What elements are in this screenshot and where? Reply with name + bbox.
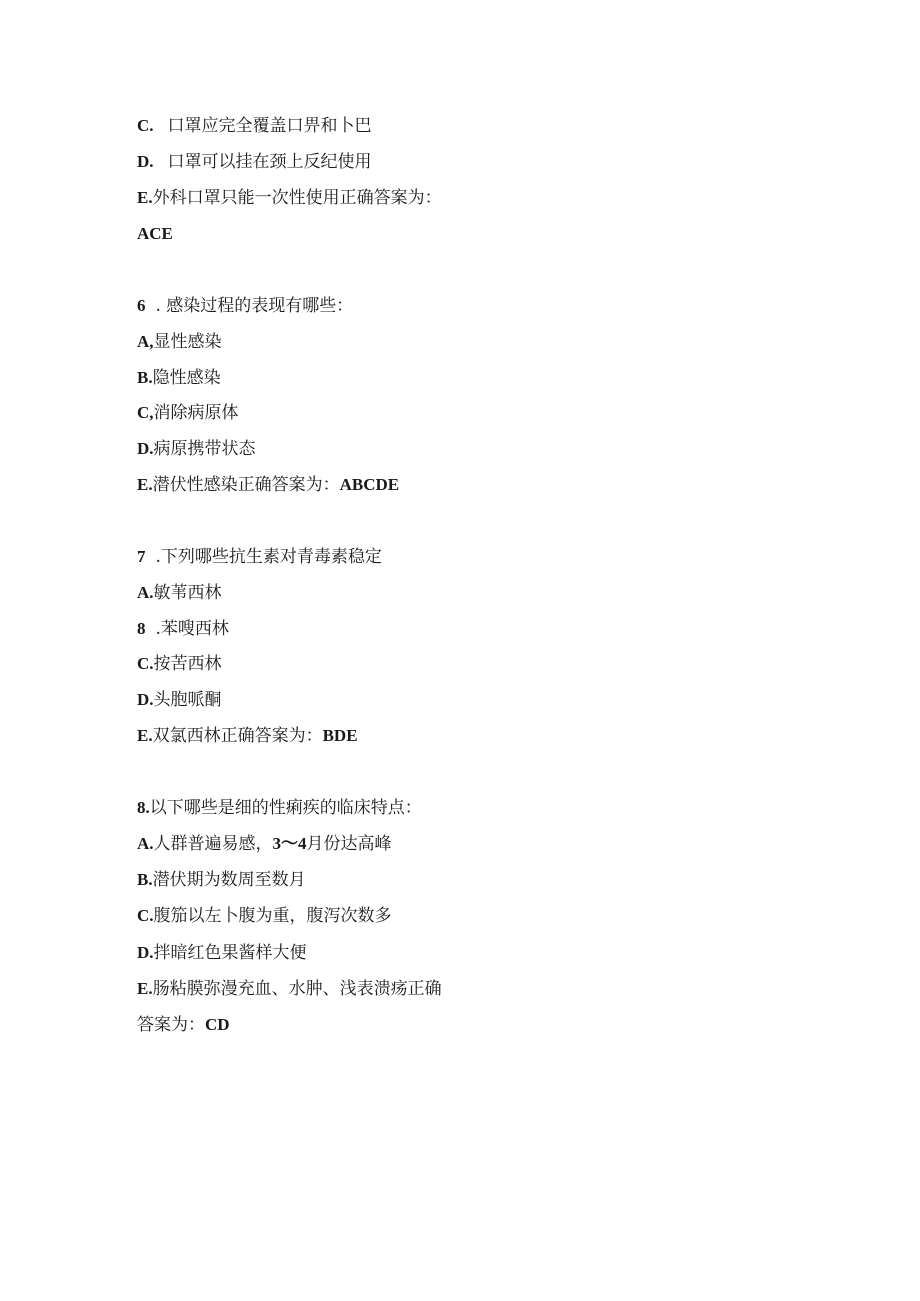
q7-title xyxy=(137,544,382,570)
q6-option-e xyxy=(137,472,399,498)
option-letter: D. xyxy=(137,943,154,962)
q8-option-b xyxy=(137,867,306,893)
option-letter: C. xyxy=(137,906,154,925)
q8-answer xyxy=(137,1012,230,1038)
q8-title xyxy=(137,795,422,821)
option-text: 双氯西林正确答案为： xyxy=(152,726,323,746)
q8-option-a xyxy=(137,831,392,857)
question-number: 6 xyxy=(137,296,146,315)
answer-value: BDE xyxy=(322,726,358,745)
option-letter: B. xyxy=(137,870,153,889)
option-text: 按苦西林 xyxy=(153,654,222,674)
question-number: 8. xyxy=(137,798,150,817)
q8-option-d xyxy=(137,940,307,966)
q8-option-e xyxy=(137,976,442,1002)
q6-option-d xyxy=(137,436,256,462)
option-text: 口罩可以挂在颈上反纪使用 xyxy=(167,152,372,172)
question-text: . 感染过程的表现有哪些： xyxy=(155,296,354,316)
option-text: 显性感染 xyxy=(153,332,222,352)
option-letter: E. xyxy=(137,475,153,494)
option-text: 头胞哌酮 xyxy=(153,690,222,710)
option-text: 消除病原体 xyxy=(153,403,239,423)
option-letter: D. xyxy=(137,152,154,171)
answer-label: 答案为： xyxy=(137,1015,205,1035)
q5-answer xyxy=(137,221,173,247)
question-number: 7 xyxy=(137,547,146,566)
q7-option-c xyxy=(137,651,222,677)
option-text: 隐性感染 xyxy=(152,368,221,388)
option-letter: A. xyxy=(137,834,154,853)
q6-option-a xyxy=(137,329,222,355)
option-letter: E. xyxy=(137,188,153,207)
option-letter: 8 xyxy=(137,619,146,638)
option-text: 病原携带状态 xyxy=(153,439,256,459)
option-letter: E. xyxy=(137,726,153,745)
option-letter: B. xyxy=(137,368,153,387)
option-letter: A, xyxy=(137,332,154,351)
answer-value: ABCDE xyxy=(339,475,400,494)
q6-option-b xyxy=(137,365,221,391)
q7-option-e xyxy=(137,723,358,749)
option-text: 人群普遍易感， xyxy=(153,834,273,854)
option-letter: C. xyxy=(137,116,154,135)
option-letter: D. xyxy=(137,439,154,458)
q8-option-c xyxy=(137,903,392,929)
q7-option-d xyxy=(137,687,222,713)
option-text: 潜伏性感染正确答案为： xyxy=(152,475,340,495)
option-letter: A. xyxy=(137,583,154,602)
option-text: 口罩应完全覆盖口畀和卜巴 xyxy=(167,116,372,136)
option-text: 肠粘膜弥漫充血、水肿、浅表溃疡正确 xyxy=(152,979,442,999)
question-text: .下列哪些抗生素对青毒素稳定 xyxy=(155,547,382,567)
answer-value: ACE xyxy=(137,224,173,243)
option-text: 腹笳以左卜腹为重，腹泻次数多 xyxy=(153,906,392,926)
q7-option-a xyxy=(137,580,222,606)
option-text: 拌暗红色果酱样大便 xyxy=(153,943,307,963)
q5-option-e xyxy=(137,185,442,211)
q5-option-c xyxy=(137,113,372,139)
q6-option-c xyxy=(137,400,239,426)
answer-value: CD xyxy=(205,1015,230,1034)
question-text: 以下哪些是细的性痢疾的临床特点： xyxy=(149,798,422,818)
q6-title xyxy=(137,293,353,319)
q7-option-b xyxy=(137,616,229,642)
option-text: 潜伏期为数周至数月 xyxy=(152,870,306,890)
option-text: 月份达高峰 xyxy=(306,834,392,854)
option-letter: C. xyxy=(137,654,154,673)
option-letter: E. xyxy=(137,979,153,998)
option-text: .苯嗖西林 xyxy=(155,619,229,639)
option-letter: D. xyxy=(137,690,154,709)
q5-option-d xyxy=(137,149,372,175)
month-range: 3～4 xyxy=(272,834,307,853)
option-text: 敏苇西林 xyxy=(153,583,222,603)
option-text: 外科口罩只能一次性使用正确答案为： xyxy=(152,188,442,208)
option-letter: C, xyxy=(137,403,154,422)
